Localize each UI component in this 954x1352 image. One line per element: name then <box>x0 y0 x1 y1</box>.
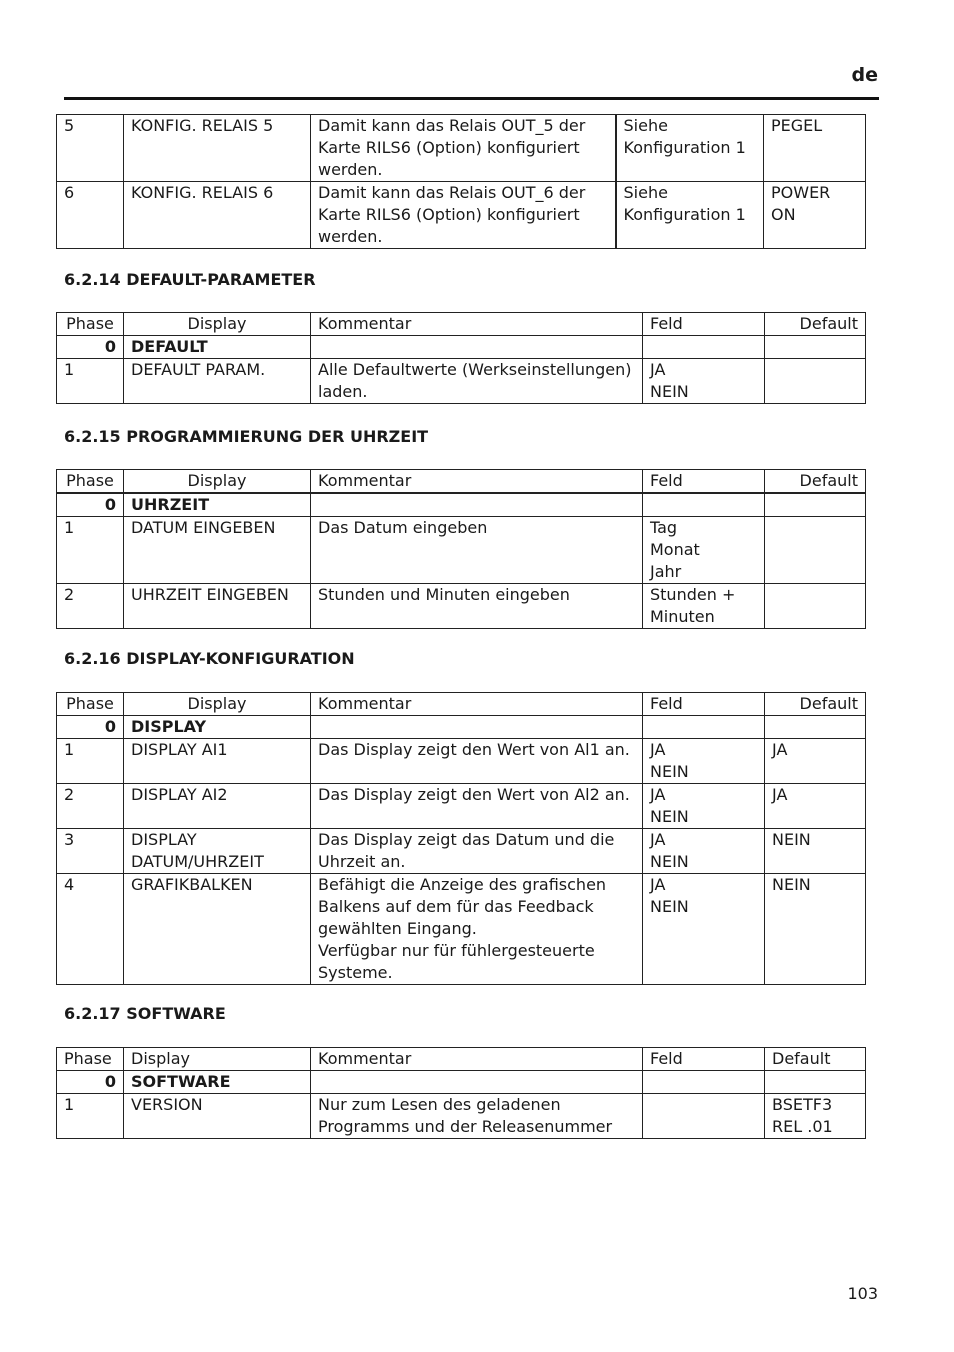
header-rule <box>64 97 879 100</box>
table-row <box>57 493 866 517</box>
table-row <box>57 336 866 359</box>
comment-cell <box>311 336 643 359</box>
default-cell <box>765 336 866 359</box>
comment-cell: Damit kann das Relais OUT_5 der Karte RILS6 (Option) konfiguriert werden. <box>311 115 616 182</box>
comment-cell: Alle Defaultwerte (Werkseinstellungen) laden. <box>311 359 643 404</box>
phase-cell: 1 <box>57 517 124 584</box>
comment-cell: Das Display zeigt den Wert von Al2 an. <box>311 784 643 829</box>
phase-cell: 1 <box>57 359 124 404</box>
display-cell: DEFAULT PARAM. <box>124 359 311 404</box>
comment-cell: Damit kann das Relais OUT_6 der Karte RILS6 (Option) konfiguriert werden. <box>311 182 616 249</box>
section-heading: 6.2.17 SOFTWARE <box>64 1004 226 1023</box>
column-header: Kommentar <box>311 313 643 336</box>
display-cell: DISPLAY AI1 <box>124 739 311 784</box>
column-header: Feld <box>643 313 765 336</box>
field-cell: JA NEIN <box>643 874 765 985</box>
display-cell: DISPLAY AI2 <box>124 784 311 829</box>
column-header: Default <box>765 1048 866 1071</box>
column-header: Feld <box>643 1048 765 1071</box>
column-header: Feld <box>643 470 765 494</box>
default-cell <box>765 493 866 517</box>
page-number: 103 <box>847 1284 878 1303</box>
language-tag: de <box>851 64 878 86</box>
default-cell: NEIN <box>765 874 866 985</box>
clock-programming-table <box>56 469 866 629</box>
default-cell: POWER ON <box>764 182 866 249</box>
table-row <box>57 739 866 784</box>
display-configuration-table <box>56 692 866 985</box>
column-header: Display <box>124 1048 311 1071</box>
display-cell: KONFIG. RELAIS 5 <box>124 115 311 182</box>
table-header-row <box>57 313 866 336</box>
comment-cell: Das Display zeigt das Datum und die Uhrzeit an. <box>311 829 643 874</box>
phase-cell: 3 <box>57 829 124 874</box>
table-row <box>57 829 866 874</box>
display-cell: VERSION <box>124 1094 311 1139</box>
default-cell: JA <box>765 739 866 784</box>
field-cell: Siehe Konfiguration 1 <box>616 182 764 249</box>
field-cell <box>643 493 765 517</box>
comment-cell <box>311 716 643 739</box>
phase-cell: 1 <box>57 1094 124 1139</box>
comment-cell <box>311 493 643 517</box>
column-header: Feld <box>643 693 765 716</box>
table-row <box>57 784 866 829</box>
field-cell: JA NEIN <box>643 739 765 784</box>
field-cell: Stunden + Minuten <box>643 584 765 629</box>
default-cell: JA <box>765 784 866 829</box>
field-cell: Siehe Konfiguration 1 <box>616 115 764 182</box>
field-cell <box>643 1094 765 1139</box>
phase-cell: 0 <box>57 1071 124 1094</box>
table-row <box>57 115 866 182</box>
phase-cell: 0 <box>57 336 124 359</box>
relay-config-table <box>56 114 866 249</box>
table-row <box>57 359 866 404</box>
column-header: Phase <box>57 313 124 336</box>
phase-cell: 4 <box>57 874 124 985</box>
field-cell <box>643 336 765 359</box>
comment-cell: Befähigt die Anzeige des grafischen Balkens auf dem für das Feedback gewählten Eingang. Verfügbar nur für fühlergesteuerte Systeme. <box>311 874 643 985</box>
table-row <box>57 517 866 584</box>
comment-cell: Das Datum eingeben <box>311 517 643 584</box>
column-header: Display <box>124 470 311 494</box>
field-cell: JA NEIN <box>643 784 765 829</box>
display-cell: DISPLAY <box>124 716 311 739</box>
table-row <box>57 874 866 985</box>
display-cell: KONFIG. RELAIS 6 <box>124 182 311 249</box>
phase-cell: 0 <box>57 716 124 739</box>
display-cell: DISPLAY DATUM/UHRZEIT <box>124 829 311 874</box>
phase-cell: 0 <box>57 493 124 517</box>
default-cell: PEGEL <box>764 115 866 182</box>
table-row <box>57 584 866 629</box>
column-header: Phase <box>57 693 124 716</box>
default-parameter-table <box>56 312 866 404</box>
comment-cell <box>311 1071 643 1094</box>
phase-cell: 1 <box>57 739 124 784</box>
table-row <box>57 1071 866 1094</box>
column-header: Phase <box>57 1048 124 1071</box>
column-header: Display <box>124 313 311 336</box>
table-row <box>57 1094 866 1139</box>
column-header: Default <box>765 313 866 336</box>
field-cell <box>643 1071 765 1094</box>
display-cell: UHRZEIT <box>124 493 311 517</box>
default-cell <box>765 1071 866 1094</box>
display-cell: SOFTWARE <box>124 1071 311 1094</box>
table-header-row <box>57 1048 866 1071</box>
display-cell: GRAFIKBALKEN <box>124 874 311 985</box>
phase-cell: 6 <box>57 182 124 249</box>
default-cell <box>765 517 866 584</box>
phase-cell: 5 <box>57 115 124 182</box>
table-header-row <box>57 693 866 716</box>
field-cell: JA NEIN <box>643 359 765 404</box>
default-cell: NEIN <box>765 829 866 874</box>
default-cell <box>765 584 866 629</box>
column-header: Display <box>124 693 311 716</box>
column-header: Phase <box>57 470 124 494</box>
display-cell: UHRZEIT EINGEBEN <box>124 584 311 629</box>
phase-cell: 2 <box>57 584 124 629</box>
field-cell: Tag Monat Jahr <box>643 517 765 584</box>
table-header-row <box>57 470 866 494</box>
default-cell: BSETF3 REL .01 <box>765 1094 866 1139</box>
default-cell <box>765 359 866 404</box>
display-cell: DATUM EINGEBEN <box>124 517 311 584</box>
column-header: Default <box>765 693 866 716</box>
field-cell: JA NEIN <box>643 829 765 874</box>
column-header: Default <box>765 470 866 494</box>
section-heading: 6.2.15 PROGRAMMIERUNG DER UHRZEIT <box>64 427 429 446</box>
software-table <box>56 1047 866 1139</box>
default-cell <box>765 716 866 739</box>
column-header: Kommentar <box>311 470 643 494</box>
comment-cell: Nur zum Lesen des geladenen Programms und der Releasenummer <box>311 1094 643 1139</box>
section-heading: 6.2.14 DEFAULT-PARAMETER <box>64 270 316 289</box>
column-header: Kommentar <box>311 1048 643 1071</box>
comment-cell: Das Display zeigt den Wert von Al1 an. <box>311 739 643 784</box>
section-heading: 6.2.16 DISPLAY-KONFIGURATION <box>64 649 355 668</box>
table-row <box>57 716 866 739</box>
comment-cell: Stunden und Minuten eingeben <box>311 584 643 629</box>
field-cell <box>643 716 765 739</box>
column-header: Kommentar <box>311 693 643 716</box>
display-cell: DEFAULT <box>124 336 311 359</box>
phase-cell: 2 <box>57 784 124 829</box>
table-row <box>57 182 866 249</box>
